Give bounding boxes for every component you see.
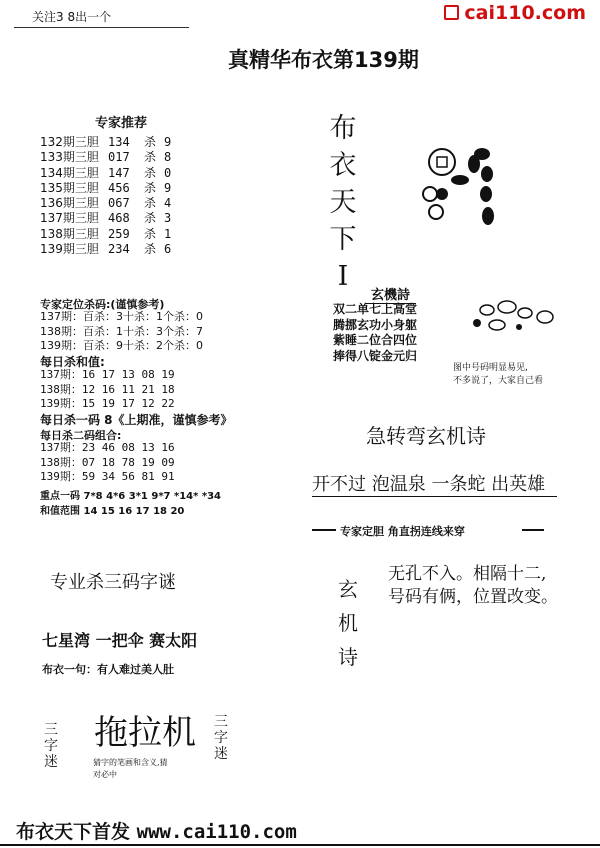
key-points: 重点一码 7*8 4*6 3*1 9*7 *14* *34	[40, 491, 221, 502]
fixed-dan-title: 专家定胆 角直拐连线来穿	[340, 525, 465, 538]
footer-url[interactable]: www.cai110.com	[136, 821, 297, 843]
lock-icon	[444, 5, 459, 20]
sum-kill-row: 139期：15 19 17 12 22	[40, 397, 175, 410]
poem-line: 紫睡二位合四位	[333, 333, 418, 347]
sum-kill-row: 138期：12 16 11 21 18	[40, 382, 175, 396]
vertical-title: 布 衣 天 下 I	[329, 113, 357, 292]
riddle-note: 猜字的笔画和含义,猜 对必中	[93, 758, 168, 779]
sum-range: 和值范围 14 15 16 17 18 20	[40, 506, 185, 517]
three-char-left: 三 字 迷	[44, 722, 58, 770]
site-logo[interactable]	[444, 2, 586, 24]
xuanji-vertical: 玄 机 诗	[338, 577, 358, 669]
poem-line: 捧得八锭金元归	[333, 348, 418, 363]
header-underline	[14, 27, 189, 28]
three-char-right: 三 字 迷	[214, 714, 228, 762]
riddle-underline	[312, 496, 557, 497]
header-note: 关注3 8出一个	[32, 10, 112, 24]
footer-rule	[0, 844, 600, 846]
chain-icon	[467, 295, 567, 345]
expert-row: 134期三胆 147 杀 0	[40, 165, 172, 180]
expert-row: 133期三胆 017 杀 8	[40, 150, 172, 165]
poem-line: 腾挪玄功小身躯	[333, 317, 418, 332]
sum-kill-title: 每日杀和值:	[40, 355, 105, 369]
expert-row: 136期三胆 067 杀 4	[40, 196, 172, 211]
dash-right	[522, 529, 544, 531]
position-kill-row: 139期：百杀：9十杀：2个杀：0	[40, 339, 203, 352]
position-kill-title: 专家定位杀码:(谨慎参考)	[40, 298, 165, 311]
expert-title: 专家推荐	[95, 116, 148, 131]
position-kill-row: 137期：百杀：3十杀：1个杀：0	[40, 310, 203, 323]
daily-one-kill: 每日杀一码 8《上期准，谨慎参考》	[40, 413, 233, 427]
dash-left	[312, 529, 336, 531]
footer-prefix: 布衣天下首发	[16, 821, 131, 843]
riddle-title: 急转弯玄机诗	[366, 424, 486, 448]
expert-row: 137期三胆 468 杀 3	[40, 211, 172, 226]
sum-kill-list	[40, 368, 175, 412]
footer	[16, 817, 297, 844]
combo-kill-list	[40, 441, 175, 485]
expert-list	[40, 135, 171, 257]
riddle-word: 拖拉机	[94, 713, 196, 753]
combo-kill-title: 每日杀二码组合:	[40, 429, 122, 442]
expert-row: 135期三胆 456 杀 9	[40, 180, 172, 195]
page-title: 真精华布衣第139期	[228, 48, 419, 72]
combo-kill-row: 139期：59 34 56 81 91	[40, 470, 175, 483]
expert-row: 138期三胆 259 杀 1	[40, 226, 172, 241]
poem-title: 玄機詩	[365, 284, 416, 304]
expert-row: 139期三胆 234 杀 6	[40, 242, 172, 257]
position-kill-row: 138期：百杀：1十杀：3个杀：7	[40, 324, 203, 338]
fixed-riddle: 无孔不入。相隔十二, 号码有俩，位置改变。	[388, 564, 558, 607]
combo-kill-row: 137期：23 46 08 13 16	[40, 441, 175, 454]
site-logo-text: cai110.com	[464, 2, 586, 24]
riddle-answer: 开不过 泡温泉 一条蛇 出英雄	[312, 474, 546, 495]
burne-sentence: 布衣一句：有人难过美人肚	[42, 663, 174, 676]
short-line: 七星湾 一把伞 赛太阳	[42, 631, 198, 650]
expert-row: 132期三胆 134 杀 9	[40, 135, 172, 149]
combo-kill-row: 138期：07 18 78 19 09	[40, 455, 175, 469]
coins-ingots-icon	[410, 140, 510, 240]
position-kill-list	[40, 310, 203, 354]
sum-kill-row: 137期：16 17 13 08 19	[40, 368, 175, 381]
poem-line: 双二单七上高堂	[333, 302, 418, 316]
hint-text: 图中号码明显易见, 不多说了，大家自己看	[453, 363, 544, 386]
kill3-title: 专业杀三码字谜	[50, 572, 176, 593]
poem-lines	[333, 302, 417, 364]
